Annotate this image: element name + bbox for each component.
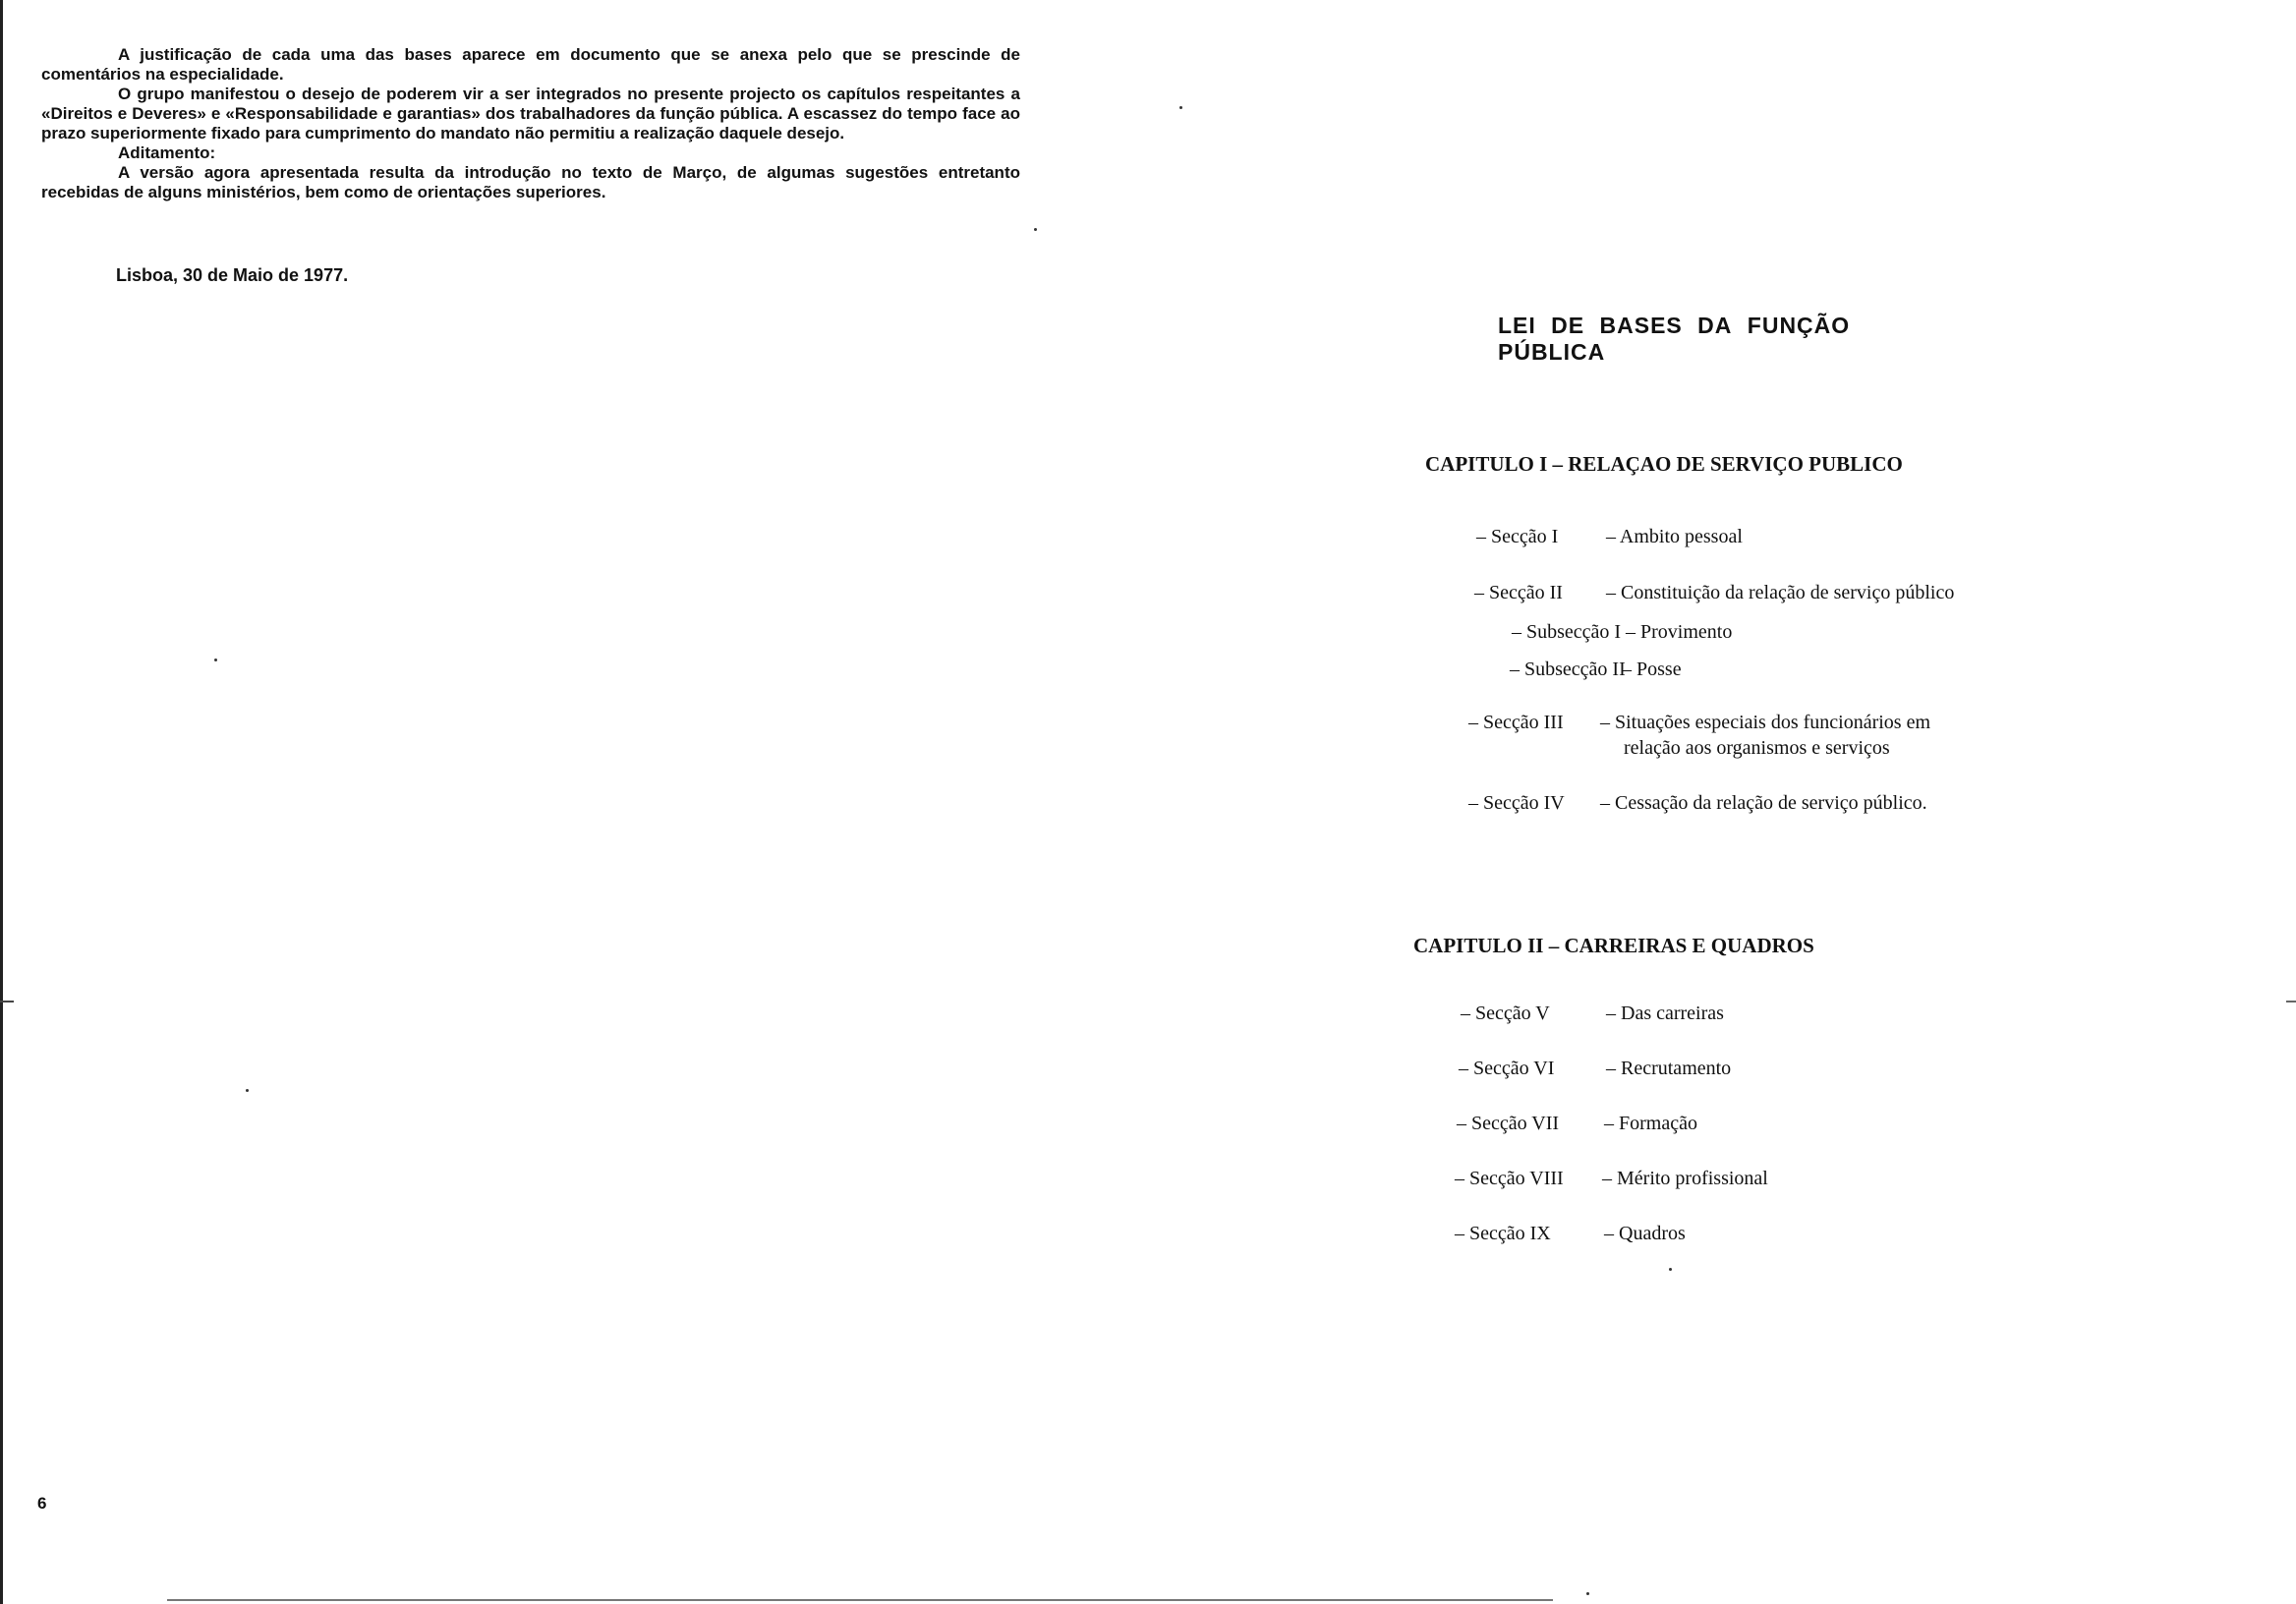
title-word: BASES [1599, 313, 1683, 338]
paragraph-addendum: A versão agora apresentada resulta da introdução no texto de Março, de algumas sugestões entretanto recebidas de alguns ministérios, bem como de orientações superiores. [41, 163, 1020, 201]
toc-entry-desc: – Ambito pessoal [1606, 526, 1743, 547]
toc-entry [1468, 712, 1931, 759]
toc-entry [1474, 582, 1955, 604]
paragraph-addendum-label: Aditamento: [118, 143, 216, 162]
title-word: PÚBLICA [1498, 339, 1606, 365]
title-word: FUNÇÃO [1747, 313, 1851, 338]
toc-entry [1455, 1168, 1768, 1190]
scan-speck [1586, 1592, 1589, 1595]
toc-entry [1457, 1113, 1697, 1135]
toc-entry-label: – Secção VII [1457, 1113, 1560, 1134]
toc-entry-desc: – Cessação da relação de serviço público. [1600, 792, 1927, 814]
toc-entry-label: – Secção IX [1455, 1223, 1551, 1244]
toc-entry-label: – Secção II [1474, 582, 1563, 603]
toc-entry-desc: – Recrutamento [1606, 1058, 1732, 1079]
toc-entry [1476, 526, 1743, 548]
fold-mark-right [2286, 1001, 2296, 1002]
toc-entry-desc: – Provimento [1626, 621, 1733, 643]
toc-entry [1468, 792, 1927, 815]
title-word: DA [1697, 313, 1733, 338]
toc-entry [1461, 1002, 1724, 1025]
page-edge-border [0, 0, 3, 1604]
scan-speck [1669, 1268, 1672, 1271]
toc-entry-label: – Secção V [1461, 1002, 1550, 1024]
toc-entry-label: – Secção IV [1468, 792, 1565, 814]
paragraph-group-wish: O grupo manifestou o desejo de poderem vir a ser integrados no presente projecto os capítulos respeitantes a «Direitos e Deveres» e «Responsabilidade e garantias» dos trabalhadores da função pública. A escassez do tempo face ao prazo superiormente fixado para cumprimento do mandato não permitiu a realização daquele desejo. [41, 85, 1020, 143]
title-word: DE [1551, 313, 1585, 338]
toc-entry-label: – Subsecção II [1510, 659, 1626, 680]
scan-speck [246, 1089, 249, 1092]
bottom-rule [167, 1599, 1553, 1601]
scan-speck [1034, 228, 1037, 231]
fold-mark-left [0, 1001, 14, 1002]
left-page-text [41, 45, 1020, 202]
toc-entry [1459, 1058, 1732, 1080]
date-line: Lisboa, 30 de Maio de 1977. [116, 265, 349, 285]
toc-entry-label: – Secção I [1476, 526, 1559, 547]
paragraph-justification: A justificação de cada uma das bases aparece em documento que se anexa pelo que se prescinde de comentários na especialidade. [41, 45, 1020, 84]
scan-speck [214, 659, 217, 661]
toc-entry-label: – Secção VI [1459, 1058, 1555, 1079]
toc-entry-label: – Subsecção I [1512, 621, 1622, 643]
toc-entry-desc: – Mérito profissional [1602, 1168, 1768, 1189]
title-word: LEI [1498, 313, 1536, 338]
toc-entry-label: – Secção III [1468, 712, 1564, 733]
toc-entry-desc-continued: relação aos organismos e serviços [1624, 737, 1890, 759]
chapter-2-heading: CAPITULO II – CARREIRAS E QUADROS [1413, 934, 1814, 957]
toc-entry-desc: – Formação [1604, 1113, 1697, 1134]
toc-subentry [1510, 659, 1682, 681]
toc-entry-label: – Secção VIII [1455, 1168, 1564, 1189]
chapter-1-heading: CAPITULO I – RELAÇAO DE SERVIÇO PUBLICO [1425, 452, 1903, 476]
toc-subentry [1512, 621, 1733, 644]
toc-entry-desc: – Das carreiras [1606, 1002, 1724, 1024]
toc-entry-desc: – Posse [1622, 659, 1682, 680]
document-title [1498, 313, 1970, 366]
toc-entry-desc: – Situações especiais dos funcionários em [1600, 712, 1931, 733]
toc-entry [1455, 1223, 1686, 1245]
toc-entry-desc: – Quadros [1604, 1223, 1686, 1244]
page-number: 6 [37, 1494, 47, 1513]
scan-speck [1179, 106, 1182, 109]
toc-entry-desc: – Constituição da relação de serviço público [1606, 582, 1955, 603]
